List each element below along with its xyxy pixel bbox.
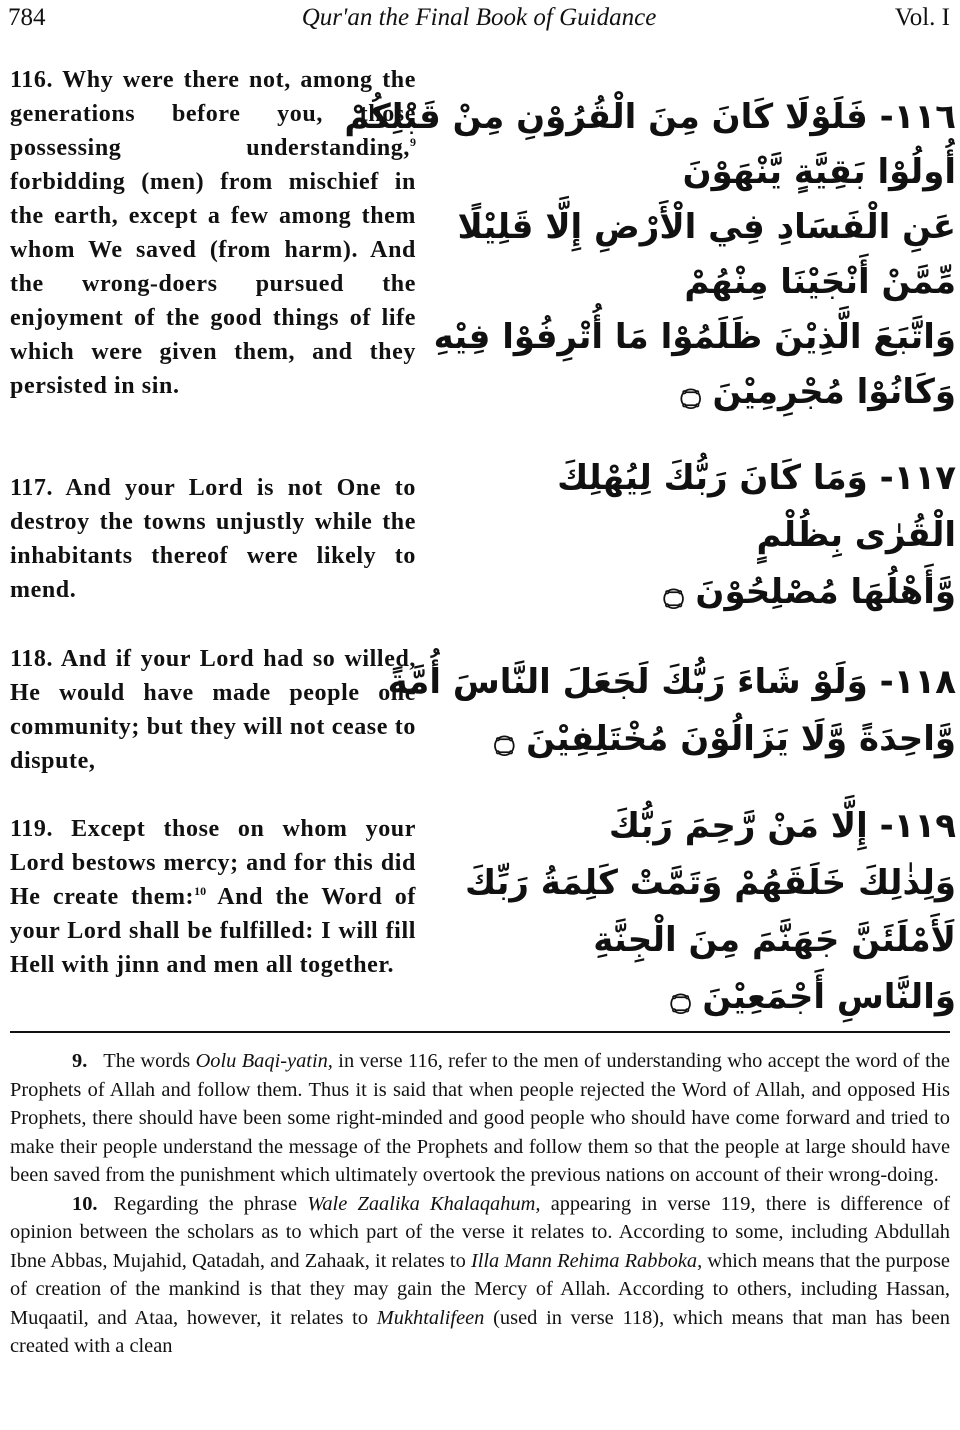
- verse-text: 118. And if your Lord had so willed, He would have made people one community; but they will not cease to dispute,: [10, 646, 416, 774]
- verse-text: 116. Why were there not, among the generations before you, those possessing understanding,: [10, 67, 416, 161]
- footnote-ref-9[interactable]: 9: [410, 135, 416, 149]
- verse-118-translation: [10, 642, 416, 778]
- arabic-line: وَاتَّبَعَ الَّذِيْنَ ظَلَمُوْا مَا أُتْرِفُوْا فِيْهِ: [433, 317, 956, 357]
- footnote-text: The words: [103, 1050, 196, 1072]
- footnote-9: [10, 1047, 950, 1190]
- verse-118-arabic: [387, 654, 956, 768]
- arabic-line: وَّأَهْلُهَا مُصْلِحُوْنَ ۝: [663, 572, 956, 612]
- footnote-10: [10, 1190, 950, 1361]
- verse-text: 119. Except those on whom your Lord bestows mercy; and for this did He create them:: [10, 816, 416, 910]
- running-header: [8, 2, 950, 34]
- arabic-line: وَلِذٰلِكَ خَلَقَهُمْ وَتَمَّتْ كَلِمَةُ رَبِّكَ: [464, 863, 956, 903]
- footnote-text: in verse 116, refer to the men of understanding who accept the word of the Prophets of Allah and follow them. Thus it is said that when people rejected the Word of Allah, and opposed His Prophets, there should have been some right-minded and good people who should have come forward and tried to make their people understand the message of the Prophets and follow them so that the people at large should have been saved from the punishment which ultimately overtook the previous nations on account of their wrong-doing.: [10, 1050, 950, 1186]
- arabic-line: ١١٨- وَلَوْ شَاءَ رَبُّكَ لَجَعَلَ النَّاسَ أُمَّةً: [387, 662, 956, 702]
- footnote-divider: [10, 1031, 950, 1033]
- footnote-text: (used in verse 118), which means that man has been created with a clean: [10, 1306, 950, 1357]
- verse-116-arabic: [344, 90, 956, 420]
- verse-text: 117. And your Lord is not One to destroy the towns unjustly while the inhabitants thereof were likely to mend.: [10, 475, 416, 603]
- arabic-line: لَأَمْلَئَنَّ جَهَنَّمَ مِنَ الْجِنَّةِ: [593, 920, 956, 960]
- verse-117-arabic: [430, 450, 956, 621]
- arabic-line: وَكَانُوْا مُجْرِمِيْنَ ۝: [680, 372, 956, 412]
- arabic-line: ١١٩- إِلَّا مَنْ رَّحِمَ رَبُّكَ: [608, 806, 956, 846]
- footnote-text: Regarding the phrase: [113, 1192, 308, 1215]
- footnote-ref-10[interactable]: 10: [194, 884, 207, 898]
- footnote-italic: Illa Mann Rehima Rabboka,: [470, 1249, 703, 1272]
- arabic-line: ١١٧- وَمَا كَانَ رَبُّكَ لِيُهْلِكَ: [557, 458, 956, 498]
- footnote-italic: Oolu Baqi-yatin,: [195, 1050, 333, 1072]
- verse-text: And the Word of your Lord shall be fulfilled: I will fill Hell with jinn and men all together.: [10, 884, 417, 978]
- page-number: 784: [8, 4, 46, 31]
- footnote-text: appearing in verse 119, there is difference of opinion between the scholars as to which part of the verse it relates to. According to some, including Abdullah Ibne Abbas, Mujahid, Qatadah, and Zahaak, it relates to: [10, 1192, 951, 1272]
- footnotes: [10, 1047, 950, 1361]
- verse-119-arabic: [430, 798, 956, 1026]
- verse-119-translation: [10, 812, 416, 982]
- arabic-line: الْقُرٰى بِظُلْمٍ: [756, 515, 956, 555]
- footnote-number: 10.: [72, 1192, 98, 1215]
- volume-label: Vol. I: [894, 4, 950, 31]
- arabic-line: وَّاحِدَةً وَّلَا يَزَالُوْنَ مُخْتَلِفِيْنَ ۝: [494, 719, 956, 759]
- arabic-line: مِّمَّنْ أَنْجَيْنَا مِنْهُمْ: [684, 262, 956, 302]
- footnote-text: which means that the purpose of creation of the mankind is that they may gain the Mercy of Allah. According to others, including Hassan, Muqaatil, and Ataa, however, it relates to: [10, 1249, 950, 1329]
- arabic-line: أُولُوْا بَقِيَّةٍ يَّنْهَوْنَ: [682, 152, 956, 192]
- verse-text: forbidding (men) from mischief in the earth, except a few among them whom We saved (from harm). And the wrong-doers pursued the enjoyment of the good things of life which were given them, and they persisted in sin.: [10, 169, 416, 399]
- footnote-number: 9.: [72, 1050, 88, 1072]
- arabic-line: ١١٦- فَلَوْلَا كَانَ مِنَ الْقُرُوْنِ مِنْ قَبْلِكُمْ: [344, 97, 956, 137]
- verse-117-translation: [10, 471, 416, 607]
- arabic-line: وَالنَّاسِ أَجْمَعِيْنَ ۝: [670, 977, 956, 1017]
- footnote-italic: Wale Zaalika Khalaqahum,: [307, 1192, 541, 1215]
- book-title: Qur'an the Final Book of Guidance: [301, 4, 657, 31]
- arabic-line: عَنِ الْفَسَادِ فِي الْأَرْضِ إِلَّا قَلِيْلًا: [457, 207, 956, 247]
- footnote-italic: Mukhtalifeen: [376, 1306, 485, 1329]
